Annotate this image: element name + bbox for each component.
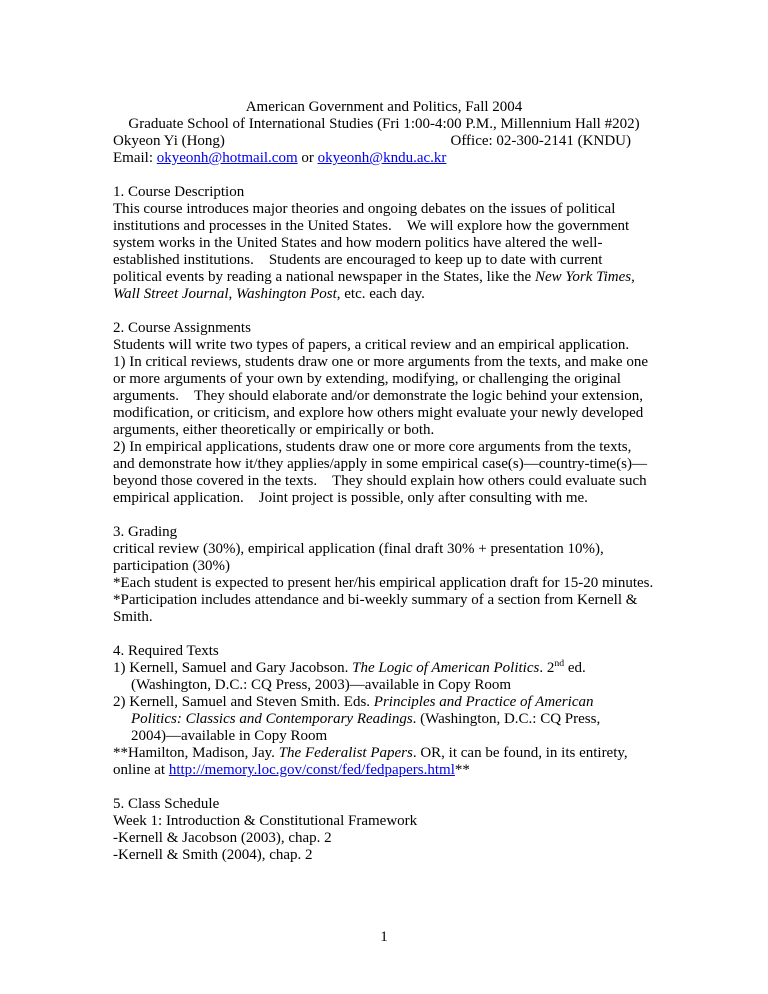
text-segment: **Hamilton, Madison, Jay. [113,745,279,761]
text-segment: 1) In critical reviews, students draw one or more arguments from the texts, and make one or more arguments of your own by extending, modifying, or challenging the original arguments. They should elaborate and/or demonstrate the logic behind your extension, modification, or criticism, and explore how others might evaluate your newly developed arguments, either theoretically or empirically or both. [113,354,652,438]
page-number: 1 [380,929,388,945]
text-segment: The Federalist Papers [278,745,413,761]
text-segment: 2) Kernell, Samuel and Steven Smith. Eds. [113,694,374,710]
section-heading: 4. Required Texts [113,643,219,659]
paragraph [113,439,655,507]
text-line [113,847,655,864]
text-line [113,677,655,694]
hyperlink[interactable]: okyeonh@hotmail.com [156,150,298,166]
section-course-assignments [113,320,655,507]
text-segment: critical review (30%), empirical application (final draft 30% + presentation 10%), participation (30%) [113,541,608,574]
email-line [113,150,655,167]
paragraph [113,541,655,575]
text-segment: The Logic of American Politics [352,660,540,676]
text-line [113,694,655,711]
text-segment: Week 1: Introduction & Constitutional Framework [113,813,418,829]
paragraph [113,745,655,779]
text-segment: 1) Kernell, Samuel and Gary Jacobson. [113,660,353,676]
course-title: American Government and Politics, Fall 2004 [245,99,523,115]
text-line [113,830,655,847]
section-heading: 2. Course Assignments [113,320,251,336]
section-class-schedule [113,796,655,864]
section-heading: 1. Course Description [113,184,245,200]
hyperlink[interactable]: http://memory.loc.gov/const/fed/fedpapers.html [168,762,455,778]
text-segment: -Kernell & Jacobson (2003), chap. 2 [113,830,332,846]
text-segment: Email: [113,150,157,166]
schedule-lines [113,813,655,864]
text-segment: , [228,286,237,302]
text-line [113,813,655,830]
section-course-description [113,184,655,303]
text-segment: , [631,269,639,285]
text-segment: *Participation includes attendance and bi-weekly summary of a section from Kernell & Smith. [113,592,642,625]
paragraph [113,354,655,439]
document-header [113,99,655,167]
text-segment: Wall Street Journal [113,286,229,302]
text-segment: Students will write two types of papers, a critical review and an empirical application. [113,337,630,353]
instructor-line [113,133,655,150]
text-segment: Washington Post [236,286,337,302]
text-line [113,711,655,728]
text-line [113,660,655,677]
required-text-item [113,694,655,745]
section-grading [113,524,655,626]
text-segment: Politics: Classics and Contemporary Readings [131,711,413,727]
text-segment: New York Times [534,269,632,285]
text-segment: . 2 [539,660,555,676]
text-segment: -Kernell & Smith (2004), chap. 2 [113,847,313,863]
text-segment: (Washington, D.C.: CQ Press, 2003)—available in Copy Room [131,677,512,693]
text-segment: 2) In empirical applications, students draw one or more core arguments from the texts, and demonstrate how it/they applies/apply in some empirical case(s)—country-time(s)—beyond those covered in the texts. They should explain how others could evaluate such empirical application. Joint project is possible, only after consulting with me. [113,439,651,506]
text-segment: . (Washington, D.C.: CQ Press, [412,711,601,727]
course-subtitle: Graduate School of International Studies (Fri 1:00-4:00 P.M., Millennium Hall #202) [128,116,640,132]
text-segment: 2004)—available in Copy Room [131,728,328,744]
paragraph [113,201,655,303]
text-segment: . OR, it can be found, in its entirety, online at [113,745,632,778]
required-text-item [113,660,655,694]
paragraph [113,592,655,626]
text-line [113,728,655,745]
text-segment: Principles and Practice of American [373,694,594,710]
instructor-name: Okyeon Yi (Hong) [113,133,225,149]
text-segment: *Each student is expected to present her/his empirical application draft for 15-20 minutes. [113,575,654,591]
text-segment: ed. [564,660,586,676]
section-heading: 3. Grading [113,524,178,540]
section-required-texts [113,643,655,779]
section-heading: 5. Class Schedule [113,796,220,812]
office-info: Office: 02-300-2141 (KNDU) [450,133,631,149]
hyperlink[interactable]: okyeonh@kndu.ac.kr [317,150,447,166]
superscript-text: nd [554,658,565,669]
paragraph [113,575,655,592]
text-segment: This course introduces major theories and ongoing debates on the issues of political institutions and processes in the United States. We will explore how the government system works in the United States and how modern politics have altered the well-established institutions. Students are encouraged to keep up to date with current political events by reading a national newspaper in the States, like the [113,201,633,285]
paragraph [113,337,655,354]
text-segment: , etc. each day. [336,286,425,302]
text-segment: ** [454,762,470,778]
text-segment: or [297,150,318,166]
